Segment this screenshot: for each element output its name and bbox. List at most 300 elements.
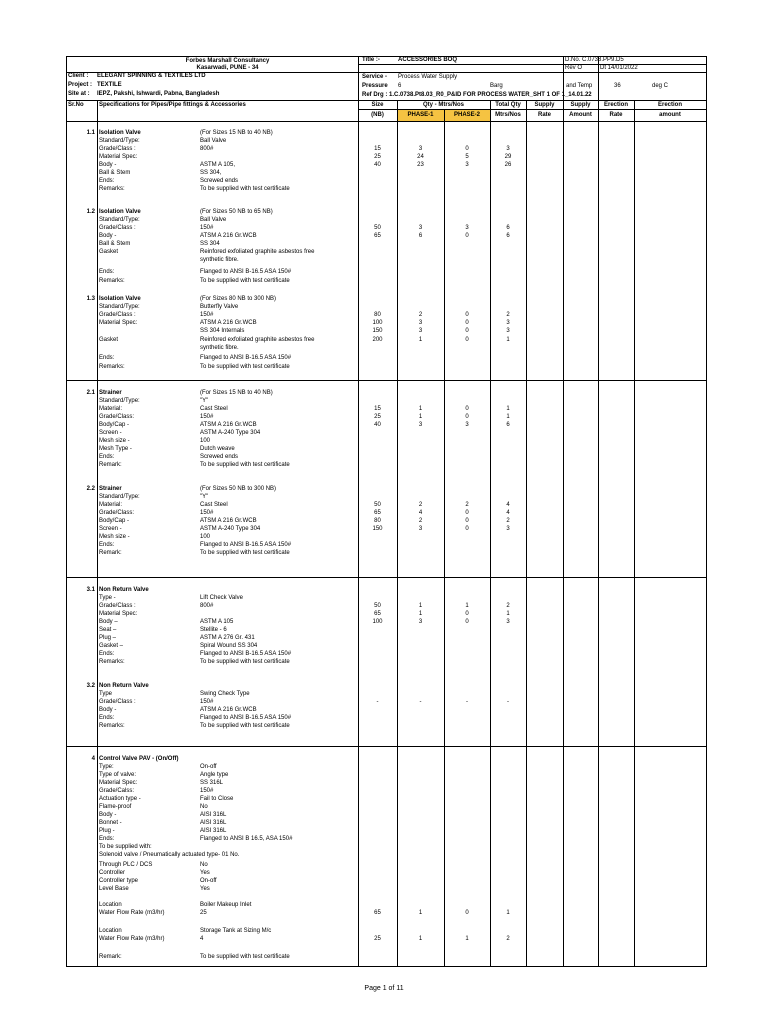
spec-label: Ends: [99, 454, 115, 460]
spec-value: Flanged to ANSI B-16.5 ASA 150# [200, 355, 292, 361]
spec-value: On-off [200, 764, 217, 770]
spec-label: Controller [99, 870, 126, 876]
spec-label: Bonnet - [99, 820, 122, 826]
col-header-size-unit: (NB) [371, 112, 384, 118]
spec-label: Controller type [99, 878, 139, 884]
spec-value: Reinfored exfoliated graphite asbestos free [200, 337, 315, 343]
spec-label: Mesh size - [99, 438, 130, 444]
spec-value: To be supplied with test certificate [200, 659, 290, 665]
spec-value: 100 [200, 438, 211, 444]
spec-label: Remarks: [99, 723, 125, 729]
total-qty: 4 [506, 510, 510, 516]
temperature-unit: deg C [652, 83, 669, 89]
spec-label: Non Return Valve [99, 683, 149, 689]
phase1-qty: 24 [417, 154, 424, 160]
spec-label: Ball & Stem [99, 241, 131, 247]
frame-bottom-line [66, 966, 707, 967]
total-qty: 3 [506, 328, 510, 334]
spec-value: Fail to Close [200, 796, 234, 802]
phase1-qty: 2 [418, 502, 423, 508]
spec-label: Control Valve PAV - (On/Off) [99, 756, 179, 762]
col-header-total: Total Qty [495, 102, 521, 108]
spec-value: Flanged to ANSI B-16.5 ASA 150# [200, 269, 292, 275]
spec-label: Mesh Type - [99, 446, 132, 452]
total-qty: 1 [506, 611, 510, 617]
spec-label: To be supplied with: [99, 844, 152, 850]
spec-label: Grade/Class : [99, 603, 136, 609]
spec-value: 150# [200, 225, 214, 231]
spec-value: Screwed ends [200, 178, 239, 184]
col-header-erection-amount-2: amount [659, 112, 681, 118]
phase1-qty: 1 [418, 603, 423, 609]
spec-label: Grade/Class: [99, 510, 135, 516]
phase2-qty: 0 [465, 337, 469, 343]
spec-label: Plug - [99, 828, 115, 834]
spec-label: Grade/Class : [99, 699, 136, 705]
total-qty: 2 [506, 518, 510, 524]
spec-label: Body - [99, 233, 117, 239]
phase1-qty: 3 [418, 422, 423, 428]
phase1-qty: 1 [418, 414, 423, 420]
spec-value: Yes [200, 870, 210, 876]
size-cell: 150 [372, 328, 383, 334]
size-cell: 40 [374, 422, 381, 428]
spec-value: ATSM A 216 Gr.WCB [200, 320, 257, 326]
spec-label: Screen - [99, 526, 122, 532]
spec-value: 800# [200, 146, 214, 152]
spec-label: Material: [99, 502, 123, 508]
spec-label: Gasket – [99, 643, 124, 649]
document-date: Dt 14/01/2022 [600, 65, 638, 71]
phase1-qty: 3 [418, 146, 423, 152]
spec-label: Standard/Type: [99, 398, 140, 404]
phase1-qty: 3 [418, 619, 423, 625]
col-header-supply-amount: Supply [570, 102, 591, 108]
col-header-qty: Qty - Mtrs/Nos [422, 102, 464, 108]
item-number: 2.2 [86, 486, 95, 492]
spec-label: Isolation Valve [99, 296, 141, 302]
phase2-qty: 0 [465, 526, 469, 532]
spec-value: On-off [200, 878, 217, 884]
project-value: TEXTILE [97, 82, 122, 88]
spec-label: Body - [99, 812, 117, 818]
spec-value: 150# [200, 788, 214, 794]
item-number: 4 [91, 756, 95, 762]
spec-value: AISI 316L [200, 820, 227, 826]
spec-value: ATSM A 216 Gr.WCB [200, 422, 257, 428]
size-cell: 25 [374, 936, 381, 942]
col-header-total-unit: Mtrs/Nos [495, 112, 521, 118]
phase2-qty: 0 [465, 406, 469, 412]
spec-value: Swing Check Type [200, 691, 250, 697]
spec-value: Flanged to ANSI B-16.5 ASA 150# [200, 651, 292, 657]
col-header-erection-rate-2: Rate [609, 112, 623, 118]
spec-label: Material Spec: [99, 611, 138, 617]
spec-label: Screen - [99, 430, 122, 436]
phase1-qty: 3 [418, 225, 423, 231]
spec-label: Standard/Type: [99, 138, 140, 144]
project-label: Project : [68, 82, 93, 88]
spec-label: Strainer [99, 390, 122, 396]
spec-label: Body/Cap - [99, 518, 130, 524]
header-line-2 [66, 100, 707, 101]
spec-label: Flame-proof [99, 804, 132, 810]
spec-label: Ends: [99, 355, 115, 361]
document-title: ACCESSORIES BOQ [398, 57, 458, 63]
spec-value: To be supplied with test certificate [200, 723, 290, 729]
phase1-qty: - [419, 699, 422, 705]
phase1-qty: 1 [418, 936, 423, 942]
spec-value: Storage Tank at Sizing M/c [200, 928, 272, 934]
spec-value: Ball Valve [200, 217, 227, 223]
spec-value: SS 304 Internals [200, 328, 245, 334]
spec-value: "Y" [200, 398, 209, 404]
col-divider-total [526, 100, 527, 967]
phase2-qty: 0 [465, 611, 469, 617]
spec-label: Ends: [99, 836, 115, 842]
total-qty: 1 [506, 337, 510, 343]
item-number: 3.2 [86, 683, 95, 689]
item-number: 2.1 [86, 390, 95, 396]
total-qty: 1 [506, 414, 510, 420]
spec-label: Plug – [99, 635, 117, 641]
spec-value: ASTM A 105, [200, 162, 236, 168]
total-qty: 3 [506, 619, 510, 625]
phase2-qty: 0 [465, 414, 469, 420]
service-label: Service - [362, 74, 388, 80]
spec-label: Type of valve: [99, 772, 137, 778]
phase2-qty: 2 [465, 502, 469, 508]
size-cell: 65 [374, 510, 381, 516]
spec-value: 4 [200, 936, 204, 942]
spec-label: Standard/Type: [99, 304, 140, 310]
spec-label: Ends: [99, 715, 115, 721]
spec-value: Ball Valve [200, 138, 227, 144]
spec-value: 150# [200, 312, 214, 318]
size-cell: 25 [374, 154, 381, 160]
total-qty: 3 [506, 526, 510, 532]
phase2-qty: 3 [465, 162, 469, 168]
col-divider-erection-rate [634, 100, 635, 967]
spec-value: 150# [200, 510, 214, 516]
site-label: Site at : [68, 91, 90, 97]
spec-value: 150# [200, 414, 214, 420]
phase1-qty: 23 [417, 162, 424, 168]
phase1-qty: 3 [418, 328, 423, 334]
size-cell: 150 [372, 526, 383, 532]
phase1-qty: 1 [418, 406, 423, 412]
phase2-qty: - [466, 699, 468, 705]
spec-label: Isolation Valve [99, 130, 141, 136]
spec-value: ASTM A 105 [200, 619, 234, 625]
spec-label: Ends: [99, 178, 115, 184]
total-qty: 2 [506, 936, 510, 942]
phase1-qty: 1 [418, 337, 423, 343]
col-header-size: Size [371, 102, 384, 108]
revision: Rev O [565, 65, 583, 71]
size-cell: 80 [374, 518, 381, 524]
spec-value: Lift Check Valve [200, 595, 243, 601]
spec-label: Remarks: [99, 659, 125, 665]
item-number: 1.2 [86, 209, 95, 215]
spec-value: 150# [200, 699, 214, 705]
spec-label: Grade/Class : [99, 146, 136, 152]
spec-label: Remark: [99, 462, 122, 468]
spec-value: No [200, 804, 208, 810]
document-number: D.No. C.0738.PP9.D5 [565, 57, 624, 63]
page-number: Page 1 of 11 [364, 985, 404, 992]
spec-value: SS 316L [200, 780, 224, 786]
spec-label: Gasket [99, 249, 119, 255]
phase2-qty: 0 [465, 146, 469, 152]
spec-value: Angle type [200, 772, 229, 778]
spec-label: Ends: [99, 269, 115, 275]
phase1-qty: 1 [418, 910, 423, 916]
phase2-qty: 0 [465, 320, 469, 326]
spec-label: Standard/Type: [99, 217, 140, 223]
total-qty: 26 [504, 162, 512, 168]
phase2-qty: 1 [465, 936, 469, 942]
spec-label: Gasket [99, 337, 119, 343]
spec-value: "Y" [200, 494, 209, 500]
spec-label: Ends: [99, 651, 115, 657]
section-separator [66, 577, 707, 578]
spec-value: SS 304, [200, 170, 222, 176]
spec-label: Level Base [99, 886, 129, 892]
spec-label: Grade/Class : [99, 312, 136, 318]
size-cell: 25 [374, 414, 381, 420]
spec-label: Ball & Stem [99, 170, 131, 176]
size-cell: 50 [374, 225, 381, 231]
phase2-qty: 0 [465, 518, 469, 524]
spec-label: Location [99, 928, 122, 934]
total-qty: 1 [506, 910, 510, 916]
size-cell: 65 [374, 233, 381, 239]
spec-value: 100 [200, 534, 211, 540]
spec-value: ASTM A-240 Type 304 [200, 526, 261, 532]
client-label: Client : [68, 73, 89, 79]
total-qty: 6 [506, 225, 510, 231]
spec-label: Remarks: [99, 364, 125, 370]
spec-label: Through PLC / DCS [99, 862, 153, 868]
item-number: 3.1 [86, 587, 95, 593]
spec-value: Boiler Makeup Inlet [200, 902, 252, 908]
spec-value: Spiral Wound SS 304 [200, 643, 258, 649]
spec-value: (For Sizes 50 NB to 300 NB) [200, 486, 277, 492]
spec-value: synthetic fibre. [200, 257, 239, 263]
total-qty: 4 [506, 502, 510, 508]
spec-label: Water Flow Rate (m3/hr) [99, 936, 165, 942]
col-header-erection-amount: Erection [657, 102, 682, 108]
phase1-qty: 2 [418, 312, 423, 318]
spec-label: Strainer [99, 486, 122, 492]
spec-label: Actuation type - [99, 796, 141, 802]
total-qty: 3 [506, 320, 510, 326]
col-divider-srno [97, 100, 98, 967]
phase2-qty: 0 [465, 312, 469, 318]
spec-label: Remark: [99, 550, 122, 556]
size-cell: 50 [374, 502, 381, 508]
spec-label: Standard/Type: [99, 494, 140, 500]
company-address: Kasarwadi, PUNE - 34 [196, 65, 259, 71]
total-qty: 2 [506, 312, 510, 318]
col-divider-supply-amount [598, 56, 599, 967]
spec-value: 25 [200, 910, 207, 916]
total-qty: 29 [504, 154, 512, 160]
total-qty: 2 [506, 603, 510, 609]
spec-label: Non Return Valve [99, 587, 149, 593]
phase1-qty: 6 [418, 233, 423, 239]
client-value: ELEGANT SPINNING & TEXTILES LTD [97, 73, 206, 79]
size-cell: 100 [372, 320, 383, 326]
spec-value: To be supplied with test certificate [200, 462, 290, 468]
spec-value: Flanged to ANSI B 16.5, ASA 150# [200, 836, 293, 842]
spec-value: ATSM A 216 Gr.WCB [200, 518, 257, 524]
section-separator [66, 380, 707, 381]
spec-label: Location [99, 902, 122, 908]
phase2-qty: 0 [465, 910, 469, 916]
item-number: 1.1 [86, 130, 95, 136]
reference-drawing: Ref Drg : 1.C.0738.Pt8.03_R0_P&ID FOR PROCESS WATER_SHT 1 OF 1_14.01.22 [362, 92, 592, 98]
spec-value: 800# [200, 603, 214, 609]
spec-label: Water Flow Rate (m3/hr) [99, 910, 165, 916]
col-header-phase1: PHASE-1 [407, 112, 434, 118]
spec-label: Type - [99, 595, 116, 601]
site-value: IEPZ, Pakshi, Ishwardi, Pabna, Bangladesh [97, 91, 220, 97]
pressure-unit: Barg [490, 83, 503, 89]
spec-value: Butterfly Valve [200, 304, 239, 310]
spec-value: AISI 316L [200, 828, 227, 834]
item-number: 1.3 [86, 296, 95, 302]
spec-value: ASTM A 276 Gr. 431 [200, 635, 255, 641]
spec-label: Grade/Calss: [99, 788, 135, 794]
col-header-srno: Sr.No [68, 102, 84, 108]
spec-label: Grade/Class: [99, 414, 135, 420]
spec-value: (For Sizes 15 NB to 40 NB) [200, 390, 273, 396]
spec-label: Material Spec: [99, 780, 138, 786]
size-cell: 40 [374, 162, 381, 168]
spec-value: AISI 316L [200, 812, 227, 818]
spec-label: Remark: [99, 954, 122, 960]
spec-label: Type [99, 691, 113, 697]
spec-value: Cast Steel [200, 502, 228, 508]
col-header-supply-amount-2: Amount [569, 112, 592, 118]
spec-value: To be supplied with test certificate [200, 278, 290, 284]
spec-value: ATSM A 216 Gr.WCB [200, 233, 257, 239]
temperature-label: and Temp [566, 83, 593, 89]
total-qty: 6 [506, 422, 510, 428]
spec-value: Reinfored exfoliated graphite asbestos free [200, 249, 315, 255]
spec-value: ATSM A 216 Gr.WCB [200, 707, 257, 713]
spec-value: To be supplied with test certificate [200, 186, 290, 192]
col-divider-supply-rate [563, 56, 564, 967]
section-separator [66, 746, 707, 747]
spec-value: (For Sizes 80 NB to 300 NB) [200, 296, 277, 302]
frame-right-line [706, 56, 707, 967]
spec-label: Solenoid valve / Pneumatically actuated type- 01 No. [99, 852, 240, 858]
phase2-qty: 1 [465, 603, 469, 609]
spec-value: Flanged to ANSI B-16.5 ASA 150# [200, 542, 292, 548]
company-name: Forbes Marshall Consultancy [185, 58, 270, 64]
spec-label: Type: [99, 764, 114, 770]
spec-value: SS 304 [200, 241, 220, 247]
spec-value: ASTM A-240 Type 304 [200, 430, 261, 436]
total-qty: - [507, 699, 509, 705]
spec-value: No [200, 862, 208, 868]
size-cell: 200 [372, 337, 383, 343]
size-cell: 100 [372, 619, 383, 625]
total-qty: 3 [506, 146, 510, 152]
phase1-qty: 1 [418, 611, 423, 617]
spec-value: To be supplied with test certificate [200, 550, 290, 556]
frame-left-line [66, 56, 67, 967]
spec-value: (For Sizes 15 NB to 40 NB) [200, 130, 273, 136]
total-qty: 6 [506, 233, 510, 239]
col-header-phase2: PHASE-2 [453, 112, 480, 118]
spec-label: Material Spec: [99, 154, 138, 160]
col-header-spec: Specifications for Pipes/Pipe fittings & Accessories [99, 102, 246, 108]
spec-label: Ends: [99, 542, 115, 548]
spec-value: Stellite - 6 [200, 627, 227, 633]
spec-label: Seat – [99, 627, 117, 633]
header-line-3 [66, 121, 707, 122]
phase1-qty: 4 [418, 510, 423, 516]
spec-value: Flanged to ANSI B-16.5 ASA 150# [200, 715, 292, 721]
spec-label: Isolation Valve [99, 209, 141, 215]
size-cell: 50 [374, 603, 381, 609]
col-header-supply-rate: Supply [534, 102, 555, 108]
pressure-value: 6 [398, 83, 402, 89]
total-qty: 1 [506, 406, 510, 412]
size-cell: 65 [374, 910, 381, 916]
spec-label: Remarks: [99, 278, 125, 284]
spec-value: To be supplied with test certificate [200, 364, 290, 370]
title-row-divider [358, 64, 707, 65]
spec-label: Mesh size - [99, 534, 130, 540]
phase2-qty: 0 [465, 233, 469, 239]
phase1-qty: 3 [418, 526, 423, 532]
spec-label: Material Spec: [99, 320, 138, 326]
spec-label: Body - [99, 162, 117, 168]
service-value: Process Water Supply [398, 74, 458, 80]
size-cell: 15 [374, 146, 381, 152]
phase2-qty: 3 [465, 422, 469, 428]
spec-value: synthetic fibre. [200, 345, 239, 351]
spec-label: Remarks: [99, 186, 125, 192]
size-cell: - [376, 699, 379, 705]
phase2-qty: 0 [465, 619, 469, 625]
spec-label: Body - [99, 707, 117, 713]
phase2-qty: 0 [465, 328, 469, 334]
spec-label: Body/Cap - [99, 422, 130, 428]
phase2-qty: 5 [465, 154, 469, 160]
pressure-label: Pressure [362, 83, 388, 89]
size-cell: 15 [374, 406, 381, 412]
spec-label: Grade/Class : [99, 225, 136, 231]
col-header-supply-rate-2: Rate [537, 112, 551, 118]
phase1-qty: 3 [418, 320, 423, 326]
spec-value: Screwed ends [200, 454, 239, 460]
title-label: Title :- [362, 57, 380, 63]
spec-value: Dutch weave [200, 446, 235, 452]
spec-value: Cast Steel [200, 406, 228, 412]
phase2-qty: 0 [465, 510, 469, 516]
spec-value: Yes [200, 886, 210, 892]
spec-label: Material: [99, 406, 123, 412]
spec-label: Body – [99, 619, 118, 625]
size-cell: 80 [374, 312, 381, 318]
col-header-erection-rate: Erection [603, 102, 628, 108]
